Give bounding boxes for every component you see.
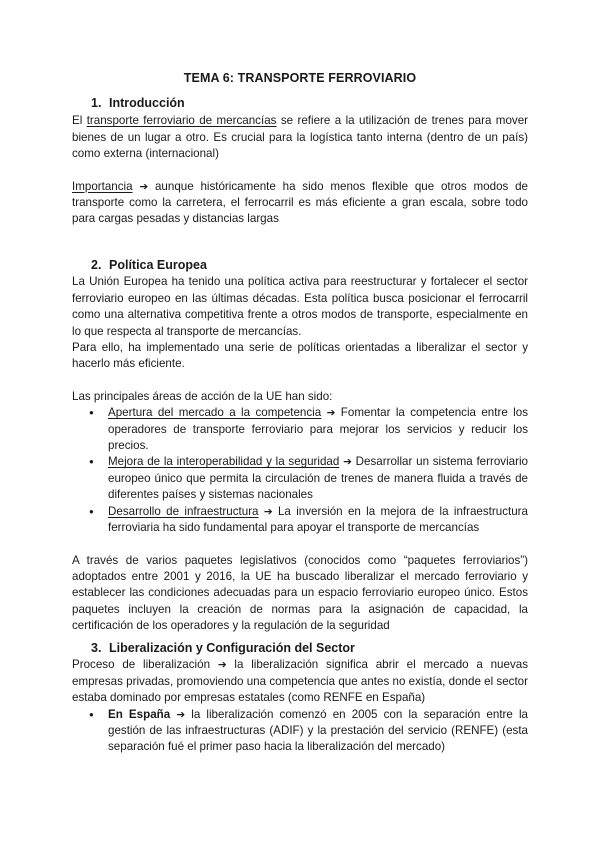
underlined-term: Desarrollo de infraestructura xyxy=(108,504,259,518)
arrow-icon: ➔ xyxy=(176,708,186,721)
paragraph xyxy=(72,179,528,228)
paragraph: A través de varios paquetes legislativos (conocidos como “paquetes ferroviarios”) adoptados entre 2001 y 2016, la UE ha buscado liberalizar el mercado ferroviario y establecer las condiciones adecuadas para un espacio ferroviario europeo único. Estos paquetes incluyen la creación de normas para la asignación de capacidad, la certificación de los operadores y la regulación de la seguridad xyxy=(72,553,528,633)
list-item xyxy=(88,405,528,454)
text: Fomentar la competencia entre los operadores de transporte ferroviario para mejorar los servicios y reducir los precios. xyxy=(108,406,528,453)
document-title: TEMA 6: TRANSPORTE FERROVIARIO xyxy=(183,71,417,85)
text: aunque históricamente ha sido menos flexible que otros modos de transporte como la carretera, el ferrocarril es más eficiente a gran escala, sobre todo para cargas pesadas y distancias largas xyxy=(72,179,528,226)
text: La inversión en la mejora de la infraestructura ferroviaria ha sido fundamental para apoyar el transporte de mercancías xyxy=(108,504,528,535)
section-title: Política Europea xyxy=(109,258,207,272)
section-heading xyxy=(91,257,528,273)
underlined-term: Mejora de la interoperabilidad y la seguridad xyxy=(108,455,340,469)
text: la liberalización significa abrir el mercado a nuevas empresas privadas, promoviendo una competencia que antes no existía, donde el sector estaba dominado por empresas estatales (como RENFE en España) xyxy=(72,658,528,705)
paragraph: Para ello, ha implementado una serie de políticas orientadas a liberalizar el sector y hacerlo más eficiente. xyxy=(72,341,528,371)
text: se refiere a la utilización de trenes para mover bienes de un lugar a otro. Es crucial para la logística tanto interna (dentro de un país) como externa (internacional) xyxy=(72,114,529,161)
underlined-term: Importancia xyxy=(72,179,133,193)
paragraph xyxy=(72,657,528,706)
section-politica-europea xyxy=(72,257,528,635)
section-heading xyxy=(91,95,528,111)
section-number: 3. xyxy=(91,641,102,655)
section-number: 2. xyxy=(91,258,102,272)
list-item xyxy=(88,707,528,756)
text: El xyxy=(72,114,87,128)
text: Desarrollar un sistema ferroviario europeo único que permita la circulación de trenes de manera fluida a través de diferentes países y sistemas nacionales xyxy=(108,455,529,502)
bullet-list xyxy=(88,707,528,756)
section-introduccion xyxy=(72,95,528,228)
arrow-icon: ➔ xyxy=(326,407,336,420)
section-heading xyxy=(91,640,528,656)
text: la liberalización comenzó en 2005 con la separación entre la gestión de las infraestructuras (ADIF) y la prestación del servicio (RENFE) (esta separación fué el primer paso hacia la liberalización del mercado) xyxy=(108,707,528,754)
arrow-icon: ➔ xyxy=(263,505,273,518)
paragraph: La Unión Europea ha tenido una política activa para reestructurar y fortalecer el sector ferroviario europeo en las últimas décadas. Esta política busca posicionar el ferrocarril como una alternativa competitiva frente a otros modos de transporte, especialmente en lo que respecta al transporte de mercancías. xyxy=(72,275,528,338)
arrow-icon: ➔ xyxy=(139,180,149,193)
paragraph: Las principales áreas de acción de la UE han sido: xyxy=(72,389,333,403)
list-item xyxy=(88,504,528,537)
section-number: 1. xyxy=(91,96,102,110)
underlined-term: transporte ferroviario de mercancías xyxy=(86,114,277,128)
text: Proceso de liberalización xyxy=(72,658,218,672)
underlined-term: Apertura del mercado a la competencia xyxy=(108,406,322,420)
section-title: Liberalización y Configuración del Sector xyxy=(109,641,355,655)
arrow-icon: ➔ xyxy=(343,456,352,469)
bullet-list xyxy=(88,405,528,536)
section-liberalizacion xyxy=(72,640,528,756)
paragraph xyxy=(72,113,528,162)
section-title: Introducción xyxy=(109,96,185,110)
arrow-icon: ➔ xyxy=(217,659,227,672)
list-item xyxy=(88,454,528,503)
bold-term: En España xyxy=(108,707,171,721)
